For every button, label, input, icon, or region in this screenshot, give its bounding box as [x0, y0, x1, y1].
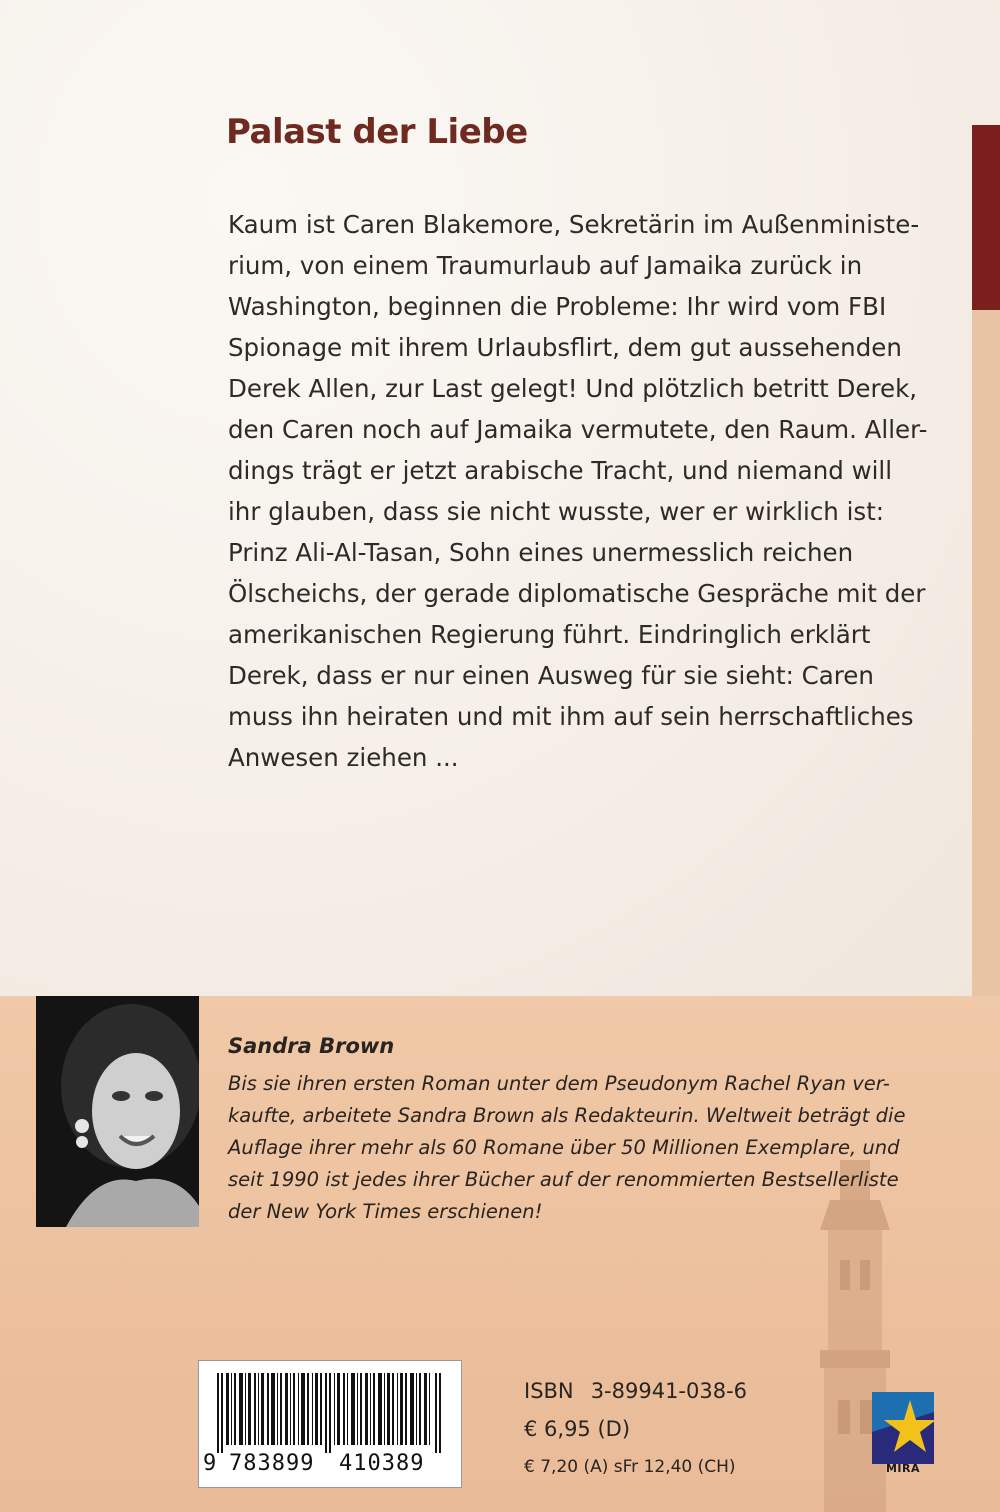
bio-line: Bis sie ihren ersten Roman unter dem Pseudonym Rachel Ryan ver- [228, 1072, 890, 1095]
barcode-digits [199, 1451, 461, 1481]
mira-logo-icon [872, 1392, 934, 1464]
bio-line: kaufte, arbeitete Sandra Brown als Redakteurin. Weltweit beträgt die [228, 1104, 906, 1127]
blurb-line: dings trägt er jetzt arabische Tracht, und niemand will [228, 456, 893, 485]
author-bio [228, 1068, 948, 1228]
blurb-line: Prinz Ali-Al-Tasan, Sohn eines unermesslich reichen [228, 538, 854, 567]
blurb-line: amerikanischen Regierung führt. Eindringlich erklärt [228, 620, 871, 649]
author-photo [36, 996, 199, 1227]
blurb-line: Ölscheichs, der gerade diplomatische Gespräche mit der [228, 579, 926, 608]
isbn-price-block [524, 1372, 747, 1486]
blurb-line: Derek, dass er nur einen Ausweg für sie sieht: Caren [228, 661, 874, 690]
publisher-logo-text: MIRA [885, 1462, 921, 1475]
barcode-bars [217, 1373, 445, 1453]
isbn-label: ISBN [524, 1379, 574, 1403]
blurb-line: ihr glauben, dass sie nicht wusste, wer er wirklich ist: [228, 497, 885, 526]
barcode-group-2: 410389 [339, 1451, 425, 1476]
barcode-lead-digit: 9 [203, 1451, 218, 1476]
blurb-line: Spionage mit ihrem Urlaubsflirt, dem gut aussehenden [228, 333, 902, 362]
barcode [198, 1360, 462, 1488]
blurb-line: Kaum ist Caren Blakemore, Sekretärin im Außenministe- [228, 210, 920, 239]
price-austria-switzerland: € 7,20 (A) sFr 12,40 (CH) [524, 1457, 736, 1477]
blurb-line: den Caren noch auf Jamaika vermutete, den Raum. Aller- [228, 415, 928, 444]
bio-line: der New York Times erschienen! [228, 1200, 543, 1223]
spine-accent-red [972, 125, 1000, 310]
barcode-group-1: 783899 [229, 1451, 315, 1476]
blurb-line: Anwesen ziehen ... [228, 743, 459, 772]
bio-line: seit 1990 ist jedes ihrer Bücher auf der renommierten Bestsellerliste [228, 1168, 899, 1191]
blurb-line: muss ihn heiraten und mit ihm auf sein herrschaftliches [228, 702, 914, 731]
isbn-number: 3-89941-038-6 [590, 1379, 748, 1403]
blurb-text [228, 204, 948, 778]
isbn-row [524, 1372, 747, 1410]
blurb-line: rium, von einem Traumurlaub auf Jamaika zurück in [228, 251, 863, 280]
blurb-line: Washington, beginnen die Probleme: Ihr wird vom FBI [228, 292, 887, 321]
author-portrait-illustration [36, 996, 199, 1227]
author-name: Sandra Brown [228, 1034, 395, 1058]
book-title: Palast der Liebe [226, 112, 528, 152]
bio-line: Auflage ihrer mehr als 60 Romane über 50 Millionen Exemplare, und [228, 1136, 900, 1159]
blurb-line: Derek Allen, zur Last gelegt! Und plötzlich betritt Derek, [228, 374, 918, 403]
spine-accent-peach [972, 310, 1000, 996]
price-germany: € 6,95 (D) [524, 1417, 631, 1441]
